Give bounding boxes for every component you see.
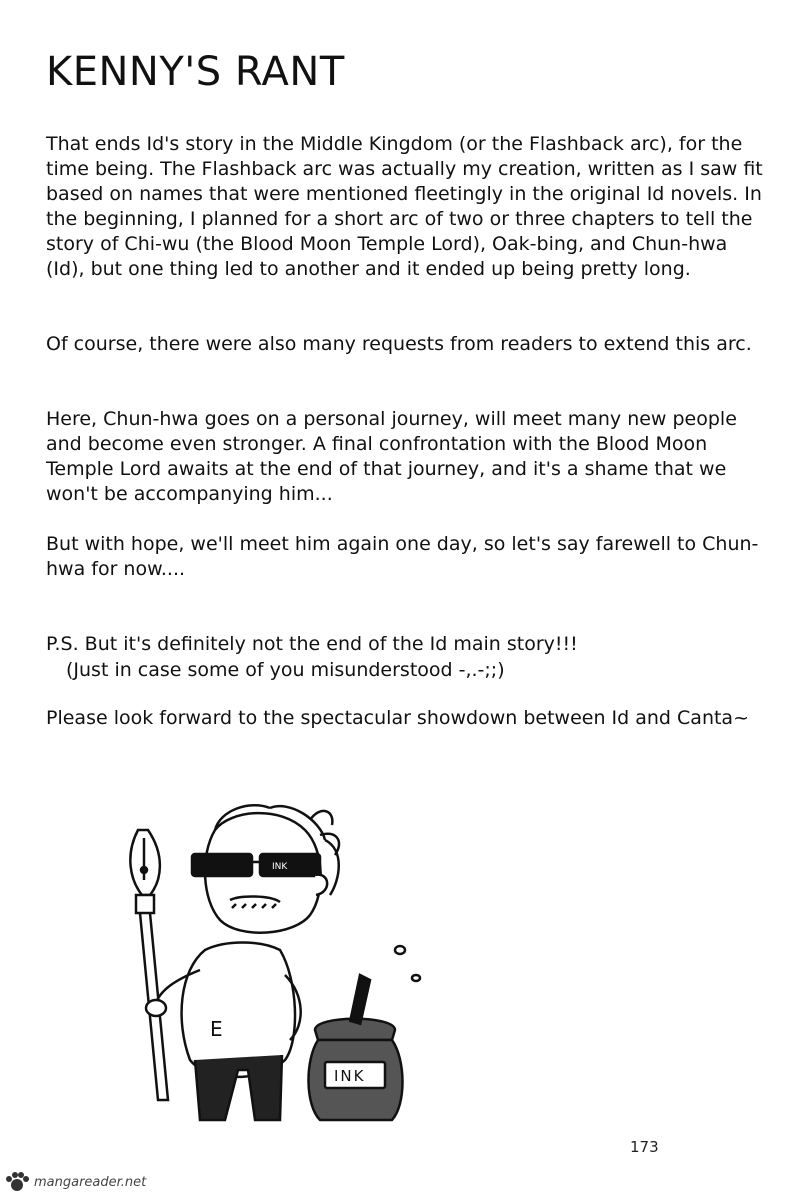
paragraph-3: Here, Chun-hwa goes on a personal journey, will meet many new people and become even stronger. A final confrontation with the Blood Moon Temple Lord awaits at the end of that journey, and it's a shame that we won't be accompanying him...: [46, 408, 737, 505]
ink-pot-icon: [308, 946, 420, 1120]
face-icon: [192, 805, 339, 932]
postscript: P.S. But it's definitely not the end of the Id main story!!!: [46, 633, 578, 655]
pen-staff-icon: [130, 830, 168, 1100]
body-icon: [146, 943, 301, 1121]
author-caricature-illustration: [120, 800, 440, 1130]
watermark-text: mangareader.net: [34, 1174, 147, 1190]
postscript-note: (Just in case some of you misunderstood -,.-;;): [66, 659, 505, 681]
paragraph-2: Of course, there were also many requests from readers to extend this arc.: [46, 333, 752, 355]
paw-logo-icon: [4, 1171, 30, 1193]
svg-text:INK: INK: [272, 862, 288, 872]
page-title: KENNY'S RANT: [46, 49, 345, 95]
paragraph-1: That ends Id's story in the Middle Kingdom (or the Flashback arc), for the time being. The Flashback arc was actually my creation, written as I saw fit based on names that were mentioned fleetingly in the original Id novels. In the beginning, I planned for a short arc of two or three chapters to tell the story of Chi-wu (the Blood Moon Temple Lord), Oak-bing, and Chun-hwa (Id), but one thing led to another and it ended up being pretty long.: [46, 133, 763, 280]
page-number: 173: [630, 1138, 659, 1156]
svg-text:INK: INK: [334, 1067, 366, 1085]
svg-text:E: E: [210, 1017, 223, 1041]
paragraph-4: But with hope, we'll meet him again one day, so let's say farewell to Chun-hwa for now....: [46, 533, 759, 580]
closing-line: Please look forward to the spectacular showdown between Id and Canta~: [46, 707, 749, 729]
watermark: [4, 1168, 174, 1196]
